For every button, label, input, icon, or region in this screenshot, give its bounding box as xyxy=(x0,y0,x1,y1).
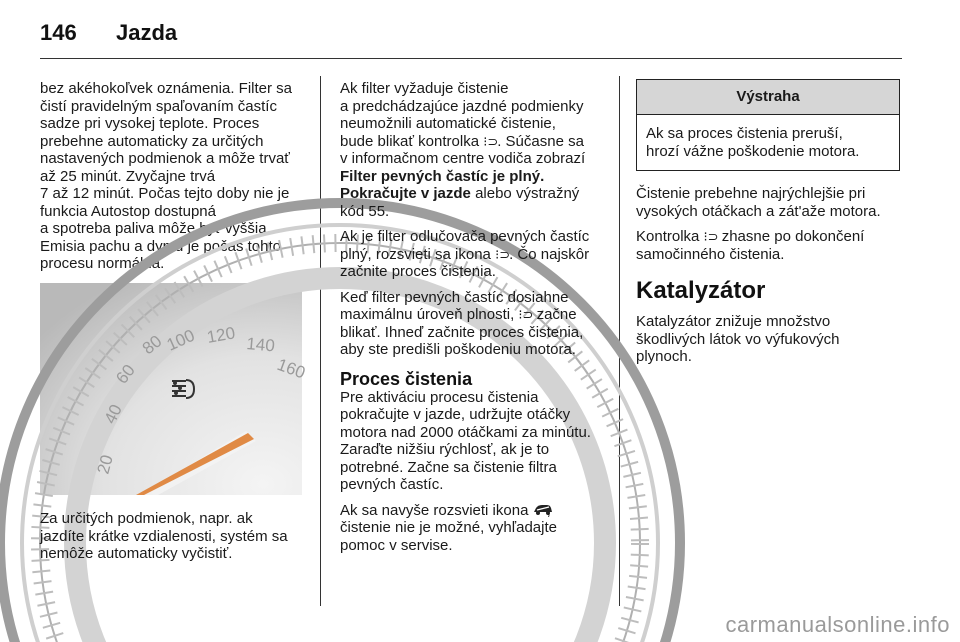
text-line xyxy=(340,306,615,324)
text-line: a spotreba paliva môže byť vyššia. xyxy=(40,220,271,237)
dpf-warning-icon: ⁝⊃ xyxy=(495,246,511,262)
text-fragment: Kontrolka xyxy=(636,228,704,245)
text-line: Keď filter pevných častíc dosiahne xyxy=(340,288,569,306)
text-line: Emisia pachu a dymu je počas tohto xyxy=(40,237,281,255)
speedometer-illustration xyxy=(40,283,308,495)
page-number: 146 xyxy=(40,20,77,45)
subsection-heading: Proces čistenia xyxy=(340,368,473,389)
text-fragment: bude blikať kontrolka xyxy=(340,132,484,150)
text-fragment: . Súčasne sa xyxy=(497,132,584,150)
text-line: aby ste predišli poškodeniu motora. xyxy=(340,341,576,358)
text-line: Ak je filter odlučovača pevných častíc xyxy=(340,228,590,245)
paragraph xyxy=(340,502,615,555)
text-line: a predchádzajúce jazdné podmienky xyxy=(340,97,584,115)
warning-body xyxy=(637,115,899,170)
text-line: čistenie nie je možné, vyhľadajte xyxy=(340,519,557,536)
text-line: až 25 minút. Zvyčajne trvá xyxy=(40,167,216,185)
dpf-warning-icon: ⁝⊃ xyxy=(518,307,534,322)
text-line: samočinného čistenia. xyxy=(636,245,785,263)
paragraph xyxy=(340,80,615,220)
tick-label: 160 xyxy=(274,354,308,383)
header-rule xyxy=(40,58,902,59)
text-line xyxy=(636,228,902,246)
text-fragment: , xyxy=(546,501,551,519)
text-line: sadze pri vysokej teplote. Proces xyxy=(40,115,260,132)
section-title: Jazda xyxy=(116,20,178,45)
dic-message: Filter pevných častíc je plný. xyxy=(340,167,545,185)
text-line: Pre aktiváciu procesu čistenia xyxy=(340,388,539,406)
text-line: pokračujte v jazde, udržujte otáčky xyxy=(340,406,571,423)
tick-label: 20 xyxy=(93,452,117,477)
text-line: blikať. Ihneď začnite proces čistenia, xyxy=(340,323,584,341)
text-fragment: plný, rozsvieti sa ikona xyxy=(340,245,496,263)
text-line: jazdíte krátke vzdialenosti, systém sa xyxy=(40,527,288,545)
dpf-warning-icon: ⁝⊃ xyxy=(703,229,719,244)
text-fragment: alebo výstražný xyxy=(470,185,580,202)
text-line: Čistenie prebehne najrýchlejšie pri xyxy=(636,185,866,202)
text-line: pevných častíc. xyxy=(340,476,444,493)
text-fragment: zhasne po dokončení xyxy=(717,228,865,245)
text-line: v informačnom centre vodiča zobrazí xyxy=(340,150,586,167)
warning-title: Výstraha xyxy=(637,80,899,115)
tick-label: 140 xyxy=(245,334,276,356)
text-line: plynoch. xyxy=(636,348,692,365)
paragraph xyxy=(636,185,902,220)
service-vehicle-icon xyxy=(533,502,547,520)
warning-box xyxy=(636,79,900,171)
text-line: Katalyzátor znižuje množstvo xyxy=(636,313,831,330)
dic-message-continued: Pokračujte v jazde xyxy=(340,185,471,202)
text-line: nastavených podmienok a môže trvať xyxy=(40,150,290,167)
tick-label: 100 xyxy=(163,325,198,355)
text-line xyxy=(340,246,615,264)
text-line: Ak filter vyžaduje čistenie xyxy=(340,80,509,97)
text-line: začnite proces čistenia. xyxy=(340,263,496,280)
tick-label: 60 xyxy=(112,360,139,388)
paragraph xyxy=(340,389,615,494)
text-line: neumožnili automatické čistenie, xyxy=(340,115,556,132)
text-line: nemôže automaticky vyčistiť. xyxy=(40,545,233,562)
text-line: Ak sa proces čistenia preruší, xyxy=(646,125,843,142)
tick-label: 80 xyxy=(138,331,166,359)
watermark: carmanualsonline.info xyxy=(725,612,950,637)
text-line: vysokých otáčkach a zát'aže motora. xyxy=(636,202,881,220)
text-line: kód 55. xyxy=(340,202,390,220)
column-divider xyxy=(320,76,321,606)
paragraph xyxy=(340,289,615,359)
tick-label: 40 xyxy=(100,401,126,427)
text-line xyxy=(340,185,615,203)
text-fragment: začne xyxy=(532,306,577,323)
text-fragment: maximálnu úroveň plnosti, xyxy=(340,306,519,323)
speedometer-figure xyxy=(40,283,308,495)
paragraph xyxy=(40,510,308,563)
text-line xyxy=(340,502,615,520)
text-line: škodlivých látok vo výfukových xyxy=(636,330,840,348)
paragraph xyxy=(636,228,902,263)
column-2 xyxy=(340,80,615,562)
figure-caption xyxy=(40,510,308,571)
text-line: 7 až 12 minút. Počas tejto doby nie je xyxy=(40,185,290,202)
text-line: procesu normálna. xyxy=(40,255,165,272)
page-header xyxy=(40,18,902,58)
text-line: Zaraďte nižšiu rýchlosť, ak je to xyxy=(340,441,550,458)
text-line: motora nad 2000 otáčkami za minútu. xyxy=(340,423,591,441)
text-fragment: Ak sa navyše rozsvieti ikona xyxy=(340,501,533,519)
text-line: bez akéhokoľvek oznámenia. Filter sa xyxy=(40,80,293,97)
section-heading: Katalyzátor xyxy=(636,277,766,304)
dpf-warning-icon: ⁝⊃ xyxy=(483,133,499,149)
text-line: pomoc v servise. xyxy=(340,536,453,554)
tick-label: 120 xyxy=(205,323,237,347)
text-line: potrebné. Začne sa čistenie filtra xyxy=(340,458,557,476)
text-line: funkcia Autostop dostupná xyxy=(40,202,216,220)
paragraph xyxy=(340,228,615,281)
text-line: Za určitých podmienok, napr. ak xyxy=(40,510,253,527)
text-line: prebehne automaticky za určitých xyxy=(40,132,264,150)
text-line: hrozí vážne poškodenie motora. xyxy=(646,142,860,160)
text-line xyxy=(340,133,615,151)
paragraph xyxy=(636,313,902,366)
column-3 xyxy=(636,79,902,374)
text-line: čistí pravidelným spaľovaním častíc xyxy=(40,97,277,115)
text-fragment: . Čo najskôr xyxy=(509,245,590,263)
